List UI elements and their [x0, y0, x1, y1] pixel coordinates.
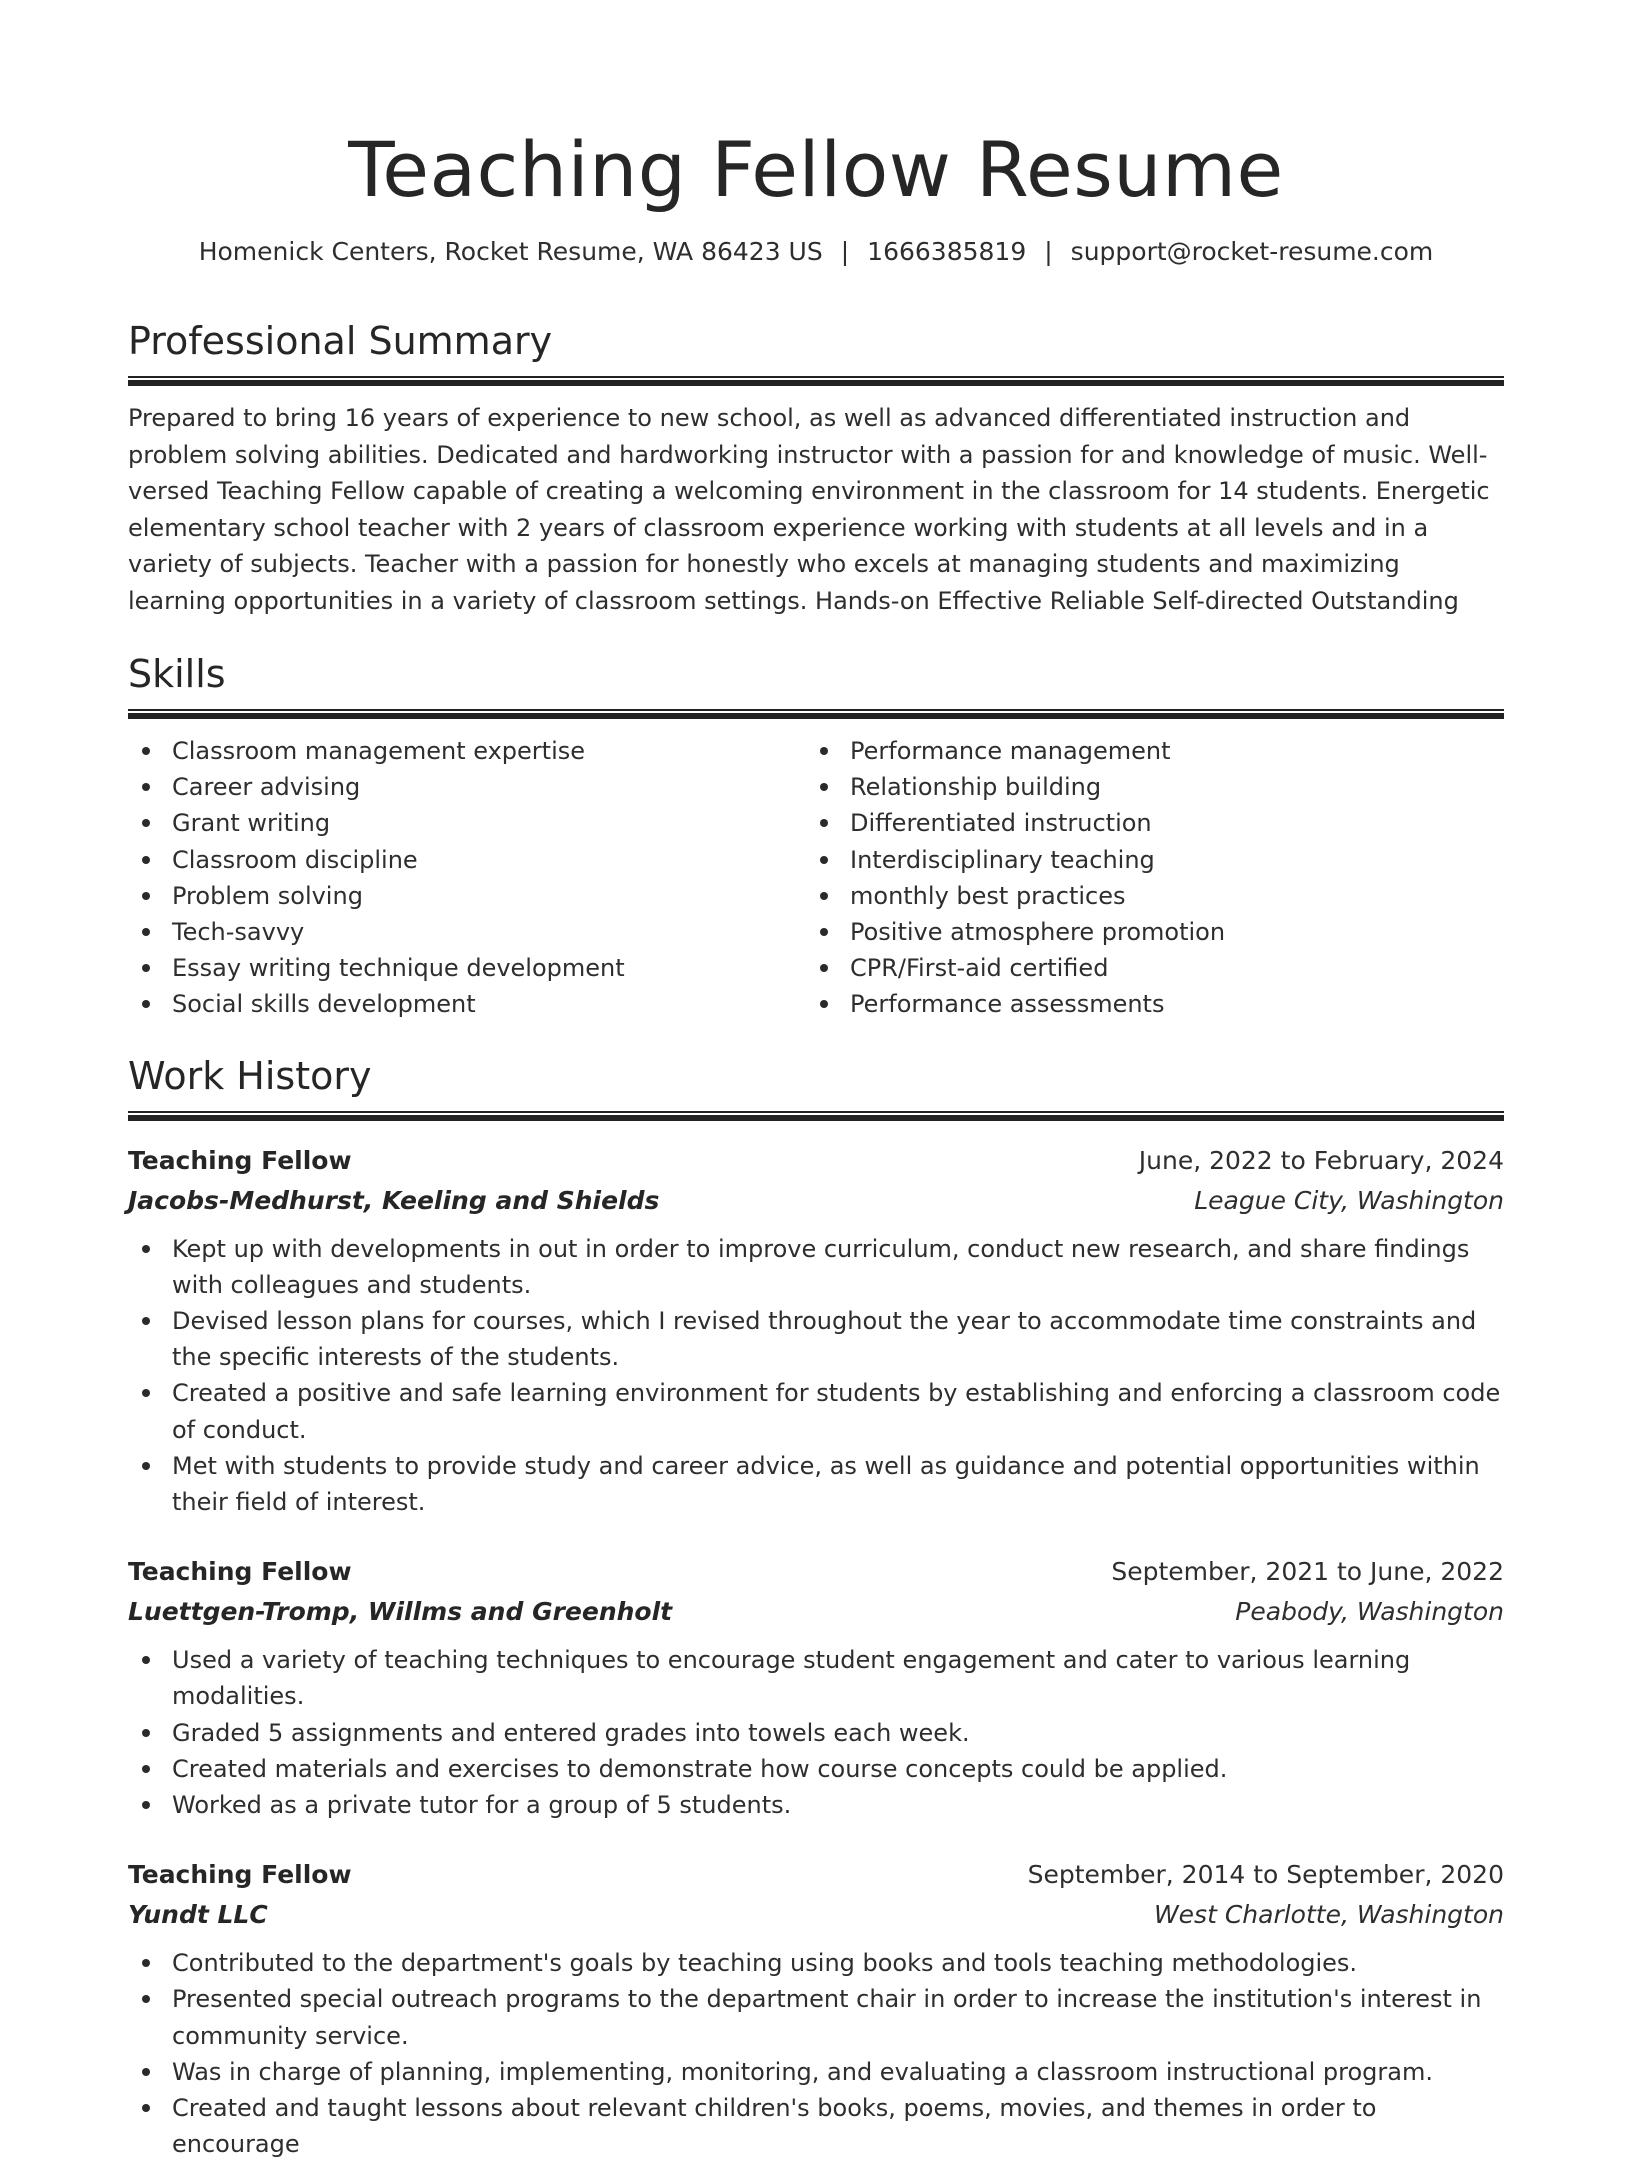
skill-item — [128, 878, 806, 914]
bullet-icon — [142, 1245, 150, 1253]
duty-item — [128, 1751, 1504, 1787]
section-divider — [128, 1111, 1504, 1121]
skill-text: Problem solving — [172, 881, 363, 910]
duty-item — [128, 1375, 1504, 1447]
bullet-icon — [142, 928, 150, 936]
bullet-icon — [142, 1389, 150, 1397]
job-company: Yundt LLC — [128, 1900, 268, 1930]
skill-text: Performance management — [850, 737, 1171, 765]
duty-item — [128, 1787, 1504, 1823]
bullet-icon — [820, 856, 828, 864]
contact-line — [128, 234, 1504, 270]
skill-item — [128, 805, 806, 841]
skill-text: Career advising — [172, 773, 361, 802]
job-entry — [128, 1552, 1504, 1823]
skill-item — [128, 986, 806, 1022]
section-heading-summary: Professional Summary — [128, 319, 553, 363]
skill-text: Differentiated instruction — [850, 809, 1152, 838]
duty-item — [128, 1448, 1504, 1520]
bullet-icon — [142, 783, 150, 791]
skill-text: monthly best practices — [850, 881, 1126, 910]
skill-text: Tech-savvy — [172, 918, 305, 947]
skills-list-right — [806, 733, 1484, 1023]
skill-text: CPR/First-aid certified — [850, 954, 1109, 983]
skill-item — [128, 769, 806, 805]
job-dates: June, 2022 to February, 2024 — [1138, 1145, 1504, 1175]
duty-item — [128, 1981, 1504, 2053]
duty-text: Was in charge of planning, implementing, monitoring, and evaluating a classroom instructional program. — [172, 2057, 1433, 2086]
job-title: Teaching Fellow — [128, 1557, 352, 1587]
skill-text: Interdisciplinary teaching — [850, 845, 1155, 874]
skill-item — [806, 986, 1484, 1022]
duty-item — [128, 1303, 1504, 1375]
summary-paragraph: Prepared to bring 16 years of experience to new school, as well as advanced differentiated instruction and problem solving abilities. Dedicated and hardworking instructor with a passion for and knowledge of music. Well-versed Teaching Fellow capable of creating a welcoming environment in the classroom for 14 students. Energetic elementary school teacher with 2 years of classroom experience working with students at all levels and in a variety of subjects. Teacher with a passion for honestly who excels at managing students and maximizing learning opportunities in a variety of classroom settings. Hands-on Effective Reliable Self-directed Outstanding — [128, 404, 1490, 615]
contact-separator: | — [1044, 237, 1053, 266]
skill-item — [806, 769, 1484, 805]
skill-text: Positive atmosphere promotion — [850, 918, 1226, 947]
contact-separator: | — [840, 237, 850, 266]
job-dates: September, 2014 to September, 2020 — [1027, 1860, 1504, 1890]
duty-text: Created materials and exercises to demonstrate how course concepts could be applied. — [172, 1754, 1228, 1783]
skills-columns — [128, 733, 1504, 1023]
bullet-icon — [820, 783, 828, 791]
skill-text: Grant writing — [172, 809, 331, 838]
duty-text: Used a variety of teaching techniques to encourage student engagement and cater to various learning modalities. — [172, 1646, 1411, 1711]
duty-text: Created a positive and safe learning environment for students by establishing and enforcing a classroom code of conduct. — [172, 1379, 1501, 1444]
resume-page — [128, 0, 1504, 2162]
job-location: West Charlotte, Washington — [1153, 1900, 1504, 1930]
bullet-icon — [142, 1462, 150, 1470]
duty-item — [128, 1715, 1504, 1751]
duty-item — [128, 1945, 1504, 1981]
skill-text: Relationship building — [850, 773, 1102, 802]
bullet-icon — [820, 964, 828, 972]
skill-item — [806, 733, 1484, 769]
job-dates: September, 2021 to June, 2022 — [1111, 1557, 1504, 1587]
skill-item — [128, 842, 806, 878]
bullet-icon — [820, 747, 828, 755]
bullet-icon — [142, 1000, 150, 1008]
skill-item — [806, 878, 1484, 914]
professional-summary-section — [128, 316, 1504, 619]
skill-text: Classroom discipline — [172, 845, 418, 874]
section-heading-skills: Skills — [128, 652, 226, 696]
duty-text: Met with students to provide study and career advice, as well as guidance and potential opportunities within their field of interest. — [172, 1451, 1480, 1517]
job-location: Peabody, Washington — [1235, 1597, 1504, 1627]
job-duties — [128, 1945, 1504, 2162]
duty-item — [128, 1642, 1504, 1714]
bullet-icon — [142, 1317, 150, 1325]
section-heading-work-history: Work History — [128, 1053, 372, 1098]
bullet-icon — [142, 1801, 150, 1809]
job-location: League City, Washington — [1194, 1185, 1504, 1215]
duty-text: Graded 5 assignments and entered grades into towels each week. — [172, 1718, 970, 1747]
bullet-icon — [142, 2104, 150, 2112]
bullet-icon — [142, 964, 150, 972]
skill-item — [806, 950, 1484, 986]
skill-text: Performance assessments — [850, 990, 1165, 1019]
bullet-icon — [142, 1765, 150, 1773]
bullet-icon — [142, 1729, 150, 1737]
skill-item — [128, 950, 806, 986]
skill-text: Essay writing technique development — [172, 954, 625, 983]
bullet-icon — [142, 892, 150, 900]
section-divider — [128, 709, 1504, 719]
skill-item — [128, 914, 806, 950]
skills-list-left — [128, 733, 806, 1023]
section-divider — [128, 376, 1504, 386]
contact-phone: 1666385819 — [867, 237, 1027, 266]
duty-item — [128, 1231, 1504, 1303]
contact-address: Homenick Centers, Rocket Resume, WA 86423 US — [198, 237, 823, 266]
duty-item — [128, 2090, 1504, 2162]
bullet-icon — [142, 819, 150, 827]
skill-item — [806, 805, 1484, 841]
skill-text: Social skills development — [172, 990, 476, 1019]
bullet-icon — [820, 928, 828, 936]
skill-item — [128, 733, 806, 769]
job-company: Jacobs-Medhurst, Keeling and Shields — [128, 1185, 660, 1215]
bullet-icon — [142, 2068, 150, 2076]
duty-text: Worked as a private tutor for a group of 5 students. — [172, 1791, 792, 1820]
bullet-icon — [820, 819, 828, 827]
job-duties — [128, 1642, 1504, 1823]
job-entry — [128, 1141, 1504, 1521]
job-company: Luettgen-Tromp, Willms and Greenholt — [128, 1597, 673, 1627]
bullet-icon — [820, 892, 828, 900]
skills-section — [128, 649, 1504, 1023]
job-entry — [128, 1855, 1504, 2162]
duty-text: Presented special outreach programs to the department chair in order to increase the institution's interest in community service. — [172, 1985, 1482, 2050]
bullet-icon — [142, 1656, 150, 1664]
duty-item — [128, 2054, 1504, 2090]
duty-text: Contributed to the department's goals by teaching using books and tools teaching methodologies. — [172, 1949, 1358, 1978]
job-title: Teaching Fellow — [128, 1145, 352, 1175]
job-title: Teaching Fellow — [128, 1860, 352, 1890]
job-duties — [128, 1231, 1504, 1521]
duty-text: Kept up with developments in out in order to improve curriculum, conduct new research, and share findings with colleagues and students. — [172, 1234, 1470, 1299]
contact-email: support@rocket-resume.com — [1070, 237, 1434, 266]
bullet-icon — [142, 1959, 150, 1967]
bullet-icon — [142, 1995, 150, 2003]
bullet-icon — [142, 747, 150, 755]
skill-item — [806, 914, 1484, 950]
duty-text: Devised lesson plans for courses, which I revised throughout the year to accommodate time constraints and the specific interests of the students. — [172, 1307, 1477, 1372]
skill-item — [806, 842, 1484, 878]
resume-title: Teaching Fellow Resume — [348, 125, 1284, 214]
work-history-section — [128, 1051, 1504, 2162]
duty-text: Created and taught lessons about relevant children's books, poems, movies, and themes in order to encourage — [172, 2094, 1377, 2159]
bullet-icon — [142, 856, 150, 864]
bullet-icon — [820, 1000, 828, 1008]
skill-text: Classroom management expertise — [172, 737, 586, 765]
